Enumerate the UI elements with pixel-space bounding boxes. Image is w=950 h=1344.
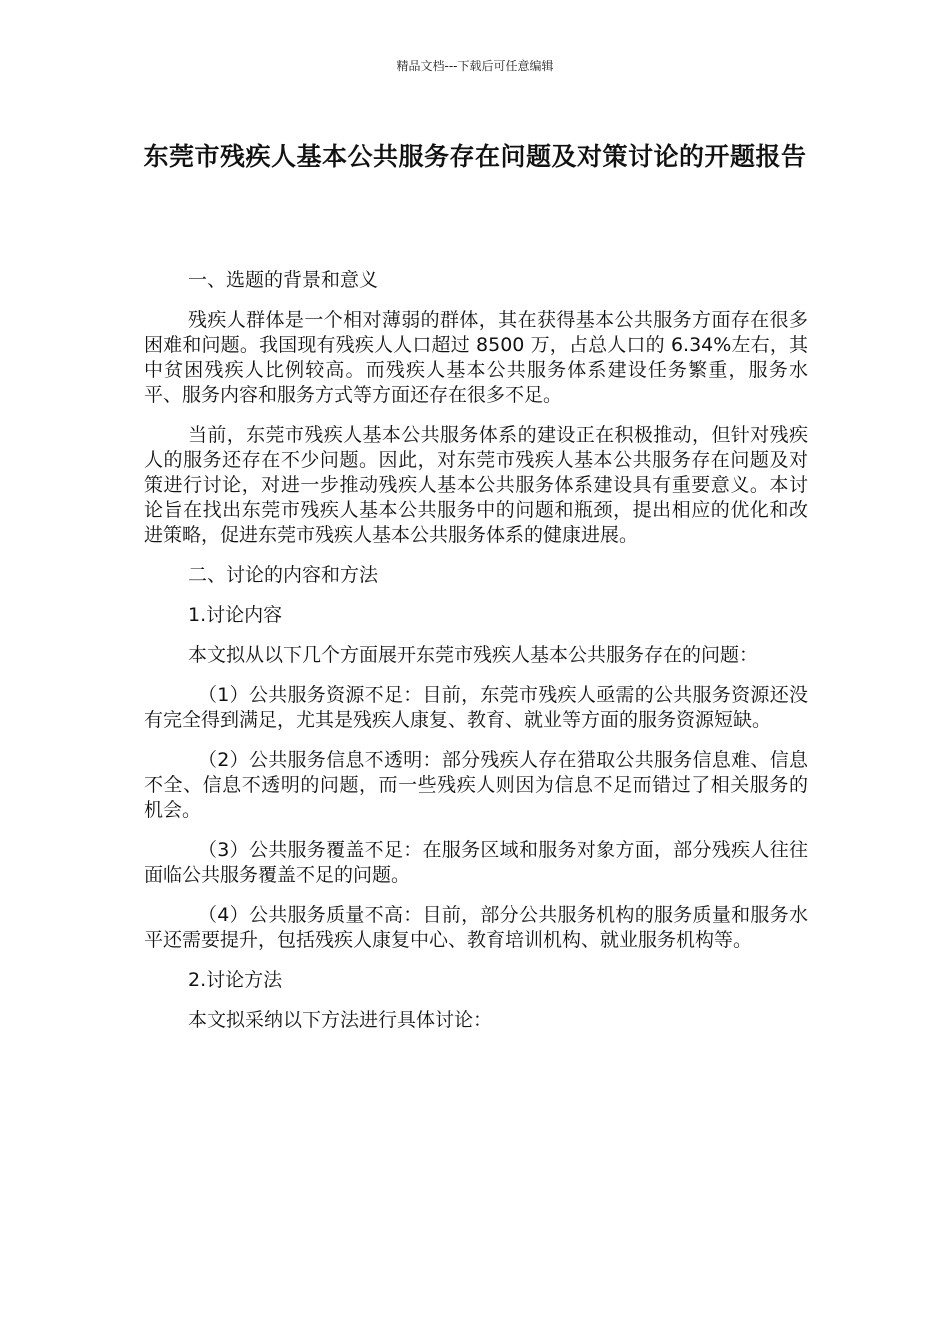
list-item-1: （1）公共服务资源不足：目前，东莞市残疾人亟需的公共服务资源还没有完全得到满足，尤其是残疾人康复、教育、就业等方面的服务资源短缺。: [144, 684, 808, 731]
list-item-3: （3）公共服务覆盖不足：在服务区域和服务对象方面，部分残疾人往往面临公共服务覆盖不足的问题。: [144, 839, 808, 886]
document-body: [144, 268, 808, 1048]
paragraph-background-2: 当前，东莞市残疾人基本公共服务体系的建设正在积极推动，但针对残疾人的服务还存在不少问题。因此，对东莞市残疾人基本公共服务存在问题及对策进行讨论，对进一步推动残疾人基本公共服务体系建设具有重要意义。本讨论旨在找出东莞市残疾人基本公共服务中的问题和瓶颈，提出相应的优化和改进策略，促进东莞市残疾人基本公共服务体系的健康进展。: [144, 424, 808, 546]
section-heading-1: 一、选题的背景和意义: [188, 269, 379, 291]
paragraph-background-1: 残疾人群体是一个相对薄弱的群体，其在获得基本公共服务方面存在很多困难和问题。我国现有残疾人人口超过 8500 万，占总人口的 6.34%左右，其中贫困残疾人比例较高。而残疾人基本公共服务体系建设任务繁重，服务水平、服务内容和服务方式等方面还存在很多不足。: [144, 309, 808, 406]
list-item-2: （2）公共服务信息不透明：部分残疾人存在猎取公共服务信息难、信息不全、信息不透明的问题，而一些残疾人则因为信息不足而错过了相关服务的机会。: [144, 749, 808, 821]
paragraph-content-intro: 本文拟从以下几个方面展开东莞市残疾人基本公共服务存在的问题：: [188, 644, 759, 666]
paragraph-method-intro: 本文拟采纳以下方法进行具体讨论：: [188, 1009, 493, 1031]
subheading-method: 2.讨论方法: [188, 969, 283, 991]
subheading-content: 1.讨论内容: [188, 604, 283, 626]
list-item-4: （4）公共服务质量不高：目前，部分公共服务机构的服务质量和服务水平还需要提升，包括残疾人康复中心、教育培训机构、就业服务机构等。: [144, 904, 808, 951]
section-heading-2: 二、讨论的内容和方法: [188, 564, 379, 586]
header-note: 精品文档---下载后可任意编辑: [396, 59, 554, 73]
document-title: 东莞市残疾人基本公共服务存在问题及对策讨论的开题报告: [143, 142, 807, 171]
